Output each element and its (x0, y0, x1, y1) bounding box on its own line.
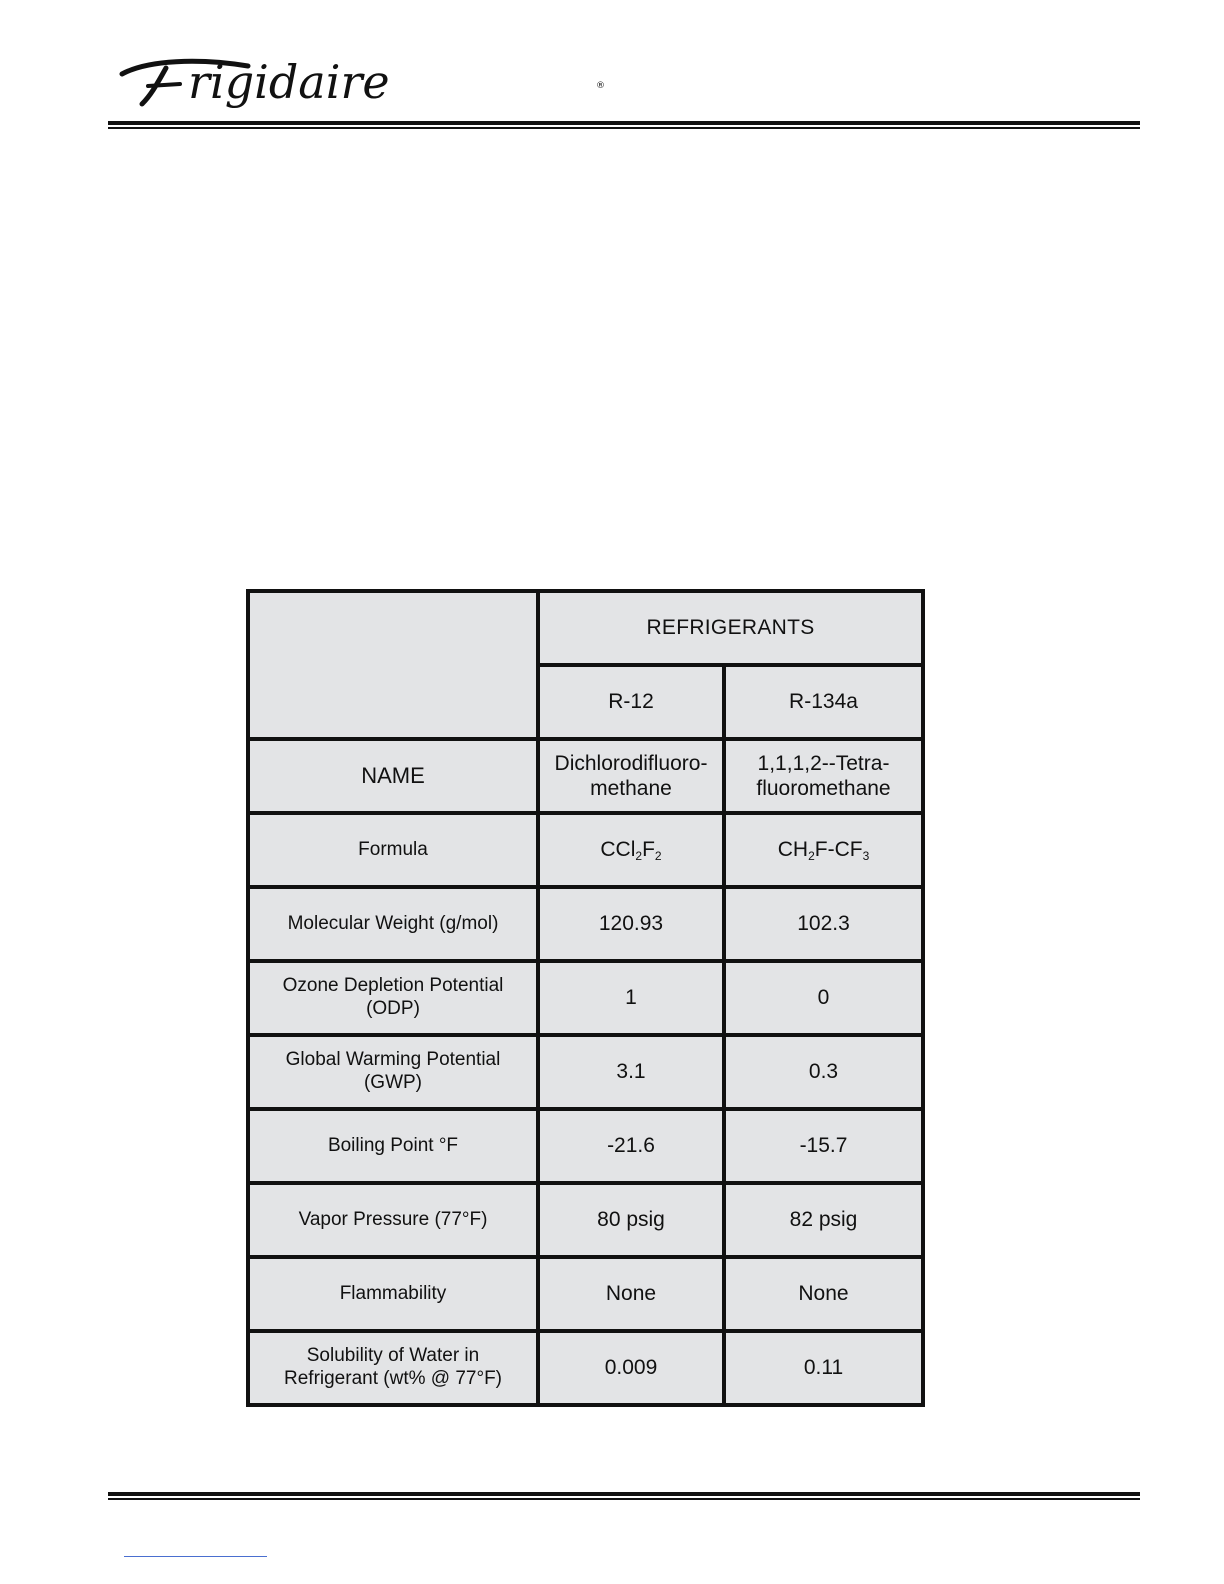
row-label: Boiling Point °F (248, 1109, 538, 1183)
row-label: Solubility of Water in Refrigerant (wt% @ 77°F) (248, 1331, 538, 1405)
footer-rule (108, 1492, 1140, 1500)
cell-value: None (538, 1257, 724, 1331)
cell-value: 102.3 (724, 887, 923, 961)
footer-link-underline[interactable] (124, 1556, 267, 1557)
table-row (248, 1109, 923, 1183)
row-label: Formula (248, 813, 538, 887)
cell-value: 120.93 (538, 887, 724, 961)
cell-value: 0 (724, 961, 923, 1035)
table-row (248, 1331, 923, 1405)
table-row (248, 887, 923, 961)
cell-value: None (724, 1257, 923, 1331)
table-row (248, 1183, 923, 1257)
header-rule (108, 121, 1140, 129)
cell-value: -15.7 (724, 1109, 923, 1183)
cell-value: 1,1,1,2--Tetra- fluoromethane (724, 739, 923, 813)
cell-value: 3.1 (538, 1035, 724, 1109)
row-label: Flammability (248, 1257, 538, 1331)
group-header: REFRIGERANTS (538, 591, 923, 665)
cell-value: Dichlorodifluoro- methane (538, 739, 724, 813)
table-row (248, 1035, 923, 1109)
corner-cell (248, 591, 538, 739)
row-label: Ozone Depletion Potential (ODP) (248, 961, 538, 1035)
formula-r12: $CCl_2F_2$ (538, 813, 724, 887)
row-label: NAME (248, 739, 538, 813)
cell-value: -21.6 (538, 1109, 724, 1183)
column-header-r12: R-12 (538, 665, 724, 739)
table-row (248, 1257, 923, 1331)
row-label: Global Warming Potential (GWP) (248, 1035, 538, 1109)
cell-value: 0.11 (724, 1331, 923, 1405)
registered-mark: ® (596, 81, 605, 91)
row-label: Vapor Pressure (77°F) (248, 1183, 538, 1257)
cell-value: 1 (538, 961, 724, 1035)
table-row (248, 813, 923, 887)
column-header-r134a: R-134a (724, 665, 923, 739)
frigidaire-logo (118, 52, 610, 118)
row-label: Molecular Weight (g/mol) (248, 887, 538, 961)
refrigerant-comparison-table (246, 589, 925, 1407)
formula-r134a: $CH_2F-CF_3$ (724, 813, 923, 887)
table-row (248, 739, 923, 813)
cell-value: 82 psig (724, 1183, 923, 1257)
table-row (248, 961, 923, 1035)
cell-value: 0.3 (724, 1035, 923, 1109)
cell-value: 0.009 (538, 1331, 724, 1405)
logo-wordmark: rigidaire (188, 55, 390, 109)
cell-value: 80 psig (538, 1183, 724, 1257)
